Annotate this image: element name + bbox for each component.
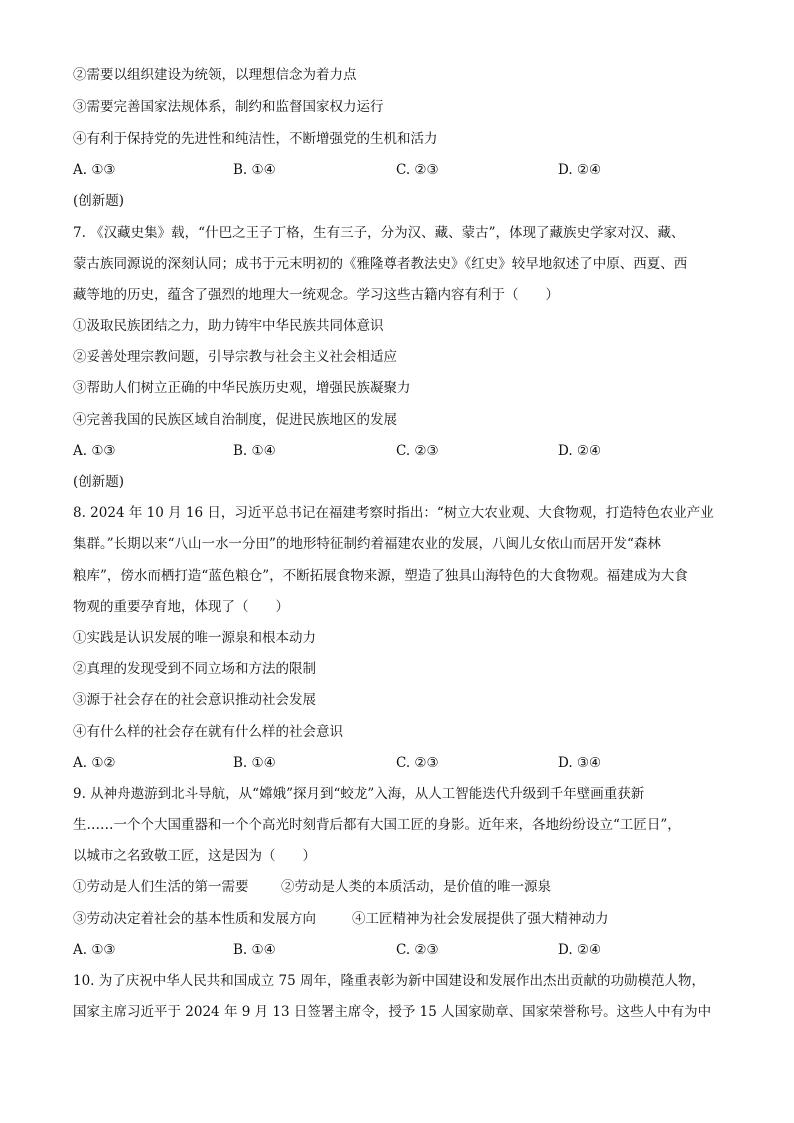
q7-statement-4: ④完善我国的民族区域自治制度，促进民族地区的发展 xyxy=(73,412,397,428)
q6-statement-3: ③需要完善国家法规体系，制约和监督国家权力运行 xyxy=(73,99,384,115)
q7-statement-3: ③帮助人们树立正确的中华民族历史观，增强民族凝聚力 xyxy=(73,380,411,396)
q8-stem-line-4: 物观的重要孕育地，体现了（ ） xyxy=(73,599,289,615)
q6-option-c: C. ②③ xyxy=(396,162,439,178)
q9-stem-line-1: 9. 从神舟遨游到北斗导航，从“嫦娥”探月到“蛟龙”入海，从人工智能迭代升级到千年壁画重获新 xyxy=(73,786,645,802)
q6-option-a: A. ①③ xyxy=(73,162,116,178)
q7-stem-line-1: 7. 《汉藏史集》载，“什巴之王子丁格，生有三子，分为汉、藏、蒙古”，体现了藏族史学家对汉、藏、 xyxy=(73,225,685,241)
q8-statement-2: ②真理的发现受到不同立场和方法的限制 xyxy=(73,661,316,677)
q7-tag: (创新题) xyxy=(73,474,125,490)
q6-options xyxy=(73,160,733,180)
q9-option-a: A. ①③ xyxy=(73,942,116,958)
q7-options xyxy=(73,441,733,461)
q7-option-b: B. ①④ xyxy=(233,443,276,459)
q8-statement-4: ④有什么样的社会存在就有什么样的社会意识 xyxy=(73,724,343,740)
q6-statement-4: ④有利于保持党的先进性和纯洁性，不断增强党的生机和活力 xyxy=(73,131,438,147)
q9-statement-2: ②劳动是人类的本质活动，是价值的唯一源泉 xyxy=(281,879,551,895)
q9-statement-4: ④工匠精神为社会发展提供了强大精神动力 xyxy=(352,911,609,927)
q7-option-a: A. ①③ xyxy=(73,443,116,459)
q8-option-d: D. ③④ xyxy=(558,755,602,771)
q9-option-c: C. ②③ xyxy=(396,942,439,958)
q7-statement-1: ①汲取民族团结之力，助力铸牢中华民族共同体意识 xyxy=(73,318,384,334)
q8-stem-line-3: 粮库”，傍水而栖打造“蓝色粮仓”，不断拓展食物来源，塑造了独具山海特色的大食物观。福建成为大食 xyxy=(73,568,688,584)
q8-statement-3: ③源于社会存在的社会意识推动社会发展 xyxy=(73,692,316,708)
q9-option-d: D. ②④ xyxy=(558,942,602,958)
q6-option-d: D. ②④ xyxy=(558,162,602,178)
q9-stem-line-2: 生……一个个大国重器和一个个高光时刻背后都有大国工匠的身影。近年来，各地纷纷设立“工匠日”， xyxy=(73,817,681,833)
q6-statement-2: ②需要以组织建设为统领，以理想信念为着力点 xyxy=(73,67,357,83)
q9-statement-row-1 xyxy=(73,877,733,897)
q7-stem-line-2: 蒙古族同源说的深刻认同；成书于元末明初的《雅隆尊者教法史》《红史》较早地叙述了中原、西夏、西 xyxy=(73,256,688,272)
q8-statement-1: ①实践是认识发展的唯一源泉和根本动力 xyxy=(73,630,316,646)
q6-option-b: B. ①④ xyxy=(233,162,276,178)
q8-stem-line-2: 集群。”长期以来“八山一水一分田”的地形特征制约着福建农业的发展，八闽儿女依山而居开发“森林 xyxy=(73,536,661,552)
q8-option-c: C. ②③ xyxy=(396,755,439,771)
q10-stem-line-2: 国家主席习近平于 2024 年 9 月 13 日签署主席令，授予 15 人国家勋章、国家荣誉称号。这些人中有为中 xyxy=(73,1004,712,1020)
q9-statement-1: ①劳动是人们生活的第一需要 xyxy=(73,879,249,895)
q7-statement-2: ②妥善处理宗教问题，引导宗教与社会主义社会相适应 xyxy=(73,349,397,365)
q9-statement-row-2 xyxy=(73,909,733,929)
q9-stem-line-3: 以城市之名致敬工匠，这是因为（ ） xyxy=(73,848,316,864)
q10-stem-line-1: 10. 为了庆祝中华人民共和国成立 75 周年，隆重表彰为新中国建设和发展作出杰出贡献的功勋模范人物， xyxy=(73,973,706,989)
q8-option-a: A. ①② xyxy=(73,755,116,771)
q7-option-c: C. ②③ xyxy=(396,443,439,459)
q7-option-d: D. ②④ xyxy=(558,443,602,459)
q8-stem-line-1: 8. 2024 年 10 月 16 日，习近平总书记在福建考察时指出：“树立大农业观、大食物观，打造特色农业产业 xyxy=(73,505,714,521)
q8-option-b: B. ①④ xyxy=(233,755,276,771)
q9-options xyxy=(73,940,733,960)
q9-option-b: B. ①④ xyxy=(233,942,276,958)
q9-statement-3: ③劳动决定着社会的基本性质和发展方向 xyxy=(73,911,316,927)
q7-stem-line-3: 藏等地的历史，蕴含了强烈的地理大一统观念。学习这些古籍内容有利于（ ） xyxy=(73,287,559,303)
q8-options xyxy=(73,753,733,773)
q6-tag: (创新题) xyxy=(73,193,125,209)
